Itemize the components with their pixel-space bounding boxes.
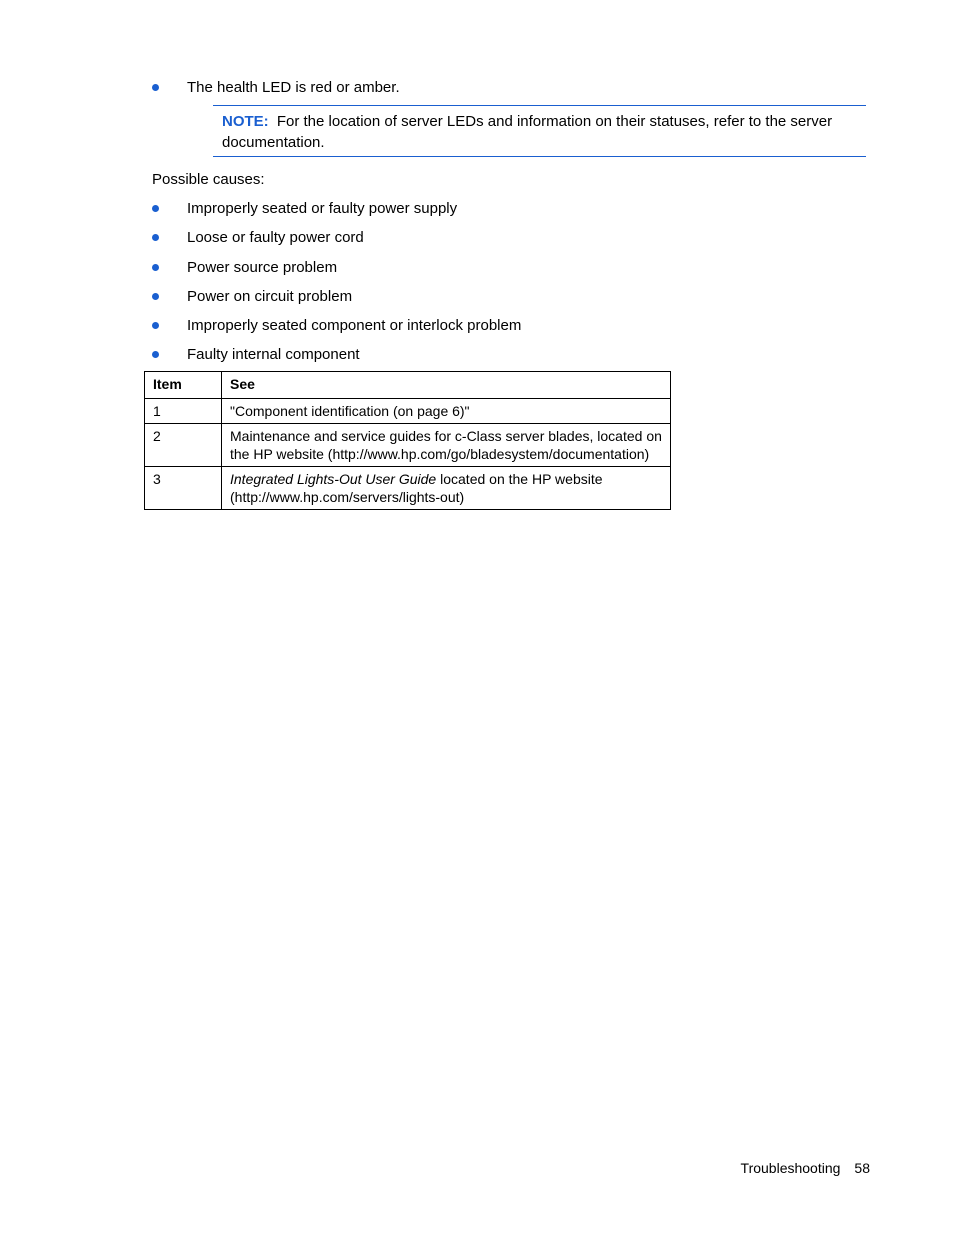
bullet-dot-icon — [152, 351, 159, 358]
table-row — [145, 467, 671, 510]
table-cell-see: Maintenance and service guides for c-Class server blades, located on the HP website (http://www.hp.com/go/bladesystem/documentation) — [222, 424, 671, 467]
cause-text: Faulty internal component — [187, 346, 360, 363]
bullet-dot-icon — [152, 234, 159, 241]
page-footer — [741, 1159, 870, 1177]
footer-section: Troubleshooting — [740, 1160, 841, 1176]
bullet-dot-icon — [152, 264, 159, 271]
guide-location: located on the HP website (http://www.hp.com/servers/lights-out) — [230, 471, 603, 505]
cause-text: Improperly seated component or interlock problem — [187, 317, 522, 334]
cause-text: Loose or faulty power cord — [187, 229, 364, 246]
column-header-see: See — [222, 372, 671, 399]
page-number: 58 — [854, 1160, 870, 1176]
cause-text: Power on circuit problem — [187, 288, 353, 305]
table-cell-item: 3 — [145, 467, 222, 510]
table-row — [145, 424, 671, 467]
possible-causes-label: Possible causes: — [152, 171, 265, 188]
table-cell-item: 2 — [145, 424, 222, 467]
bullet-dot-icon — [152, 293, 159, 300]
bullet-dot-icon — [152, 84, 159, 91]
note-body: For the location of server LEDs and information on their statuses, refer to the server documentation. — [222, 113, 833, 151]
table-cell-see: "Component identification (on page 6)" — [222, 399, 671, 424]
table-row — [145, 399, 671, 424]
bullet-text: The health LED is red or amber. — [187, 79, 400, 96]
table-cell-see — [222, 467, 671, 510]
cause-text: Power source problem — [187, 259, 338, 276]
table-header-row — [145, 372, 671, 399]
guide-title: Integrated Lights-Out User Guide — [230, 471, 437, 487]
note-box — [213, 105, 866, 157]
bullet-dot-icon — [152, 205, 159, 212]
reference-table — [144, 371, 671, 510]
note-label: NOTE: — [222, 113, 269, 130]
note-text — [222, 111, 858, 153]
bullet-dot-icon — [152, 322, 159, 329]
column-header-item: Item — [145, 372, 222, 399]
cause-text: Improperly seated or faulty power supply — [187, 200, 458, 217]
table-cell-item: 1 — [145, 399, 222, 424]
